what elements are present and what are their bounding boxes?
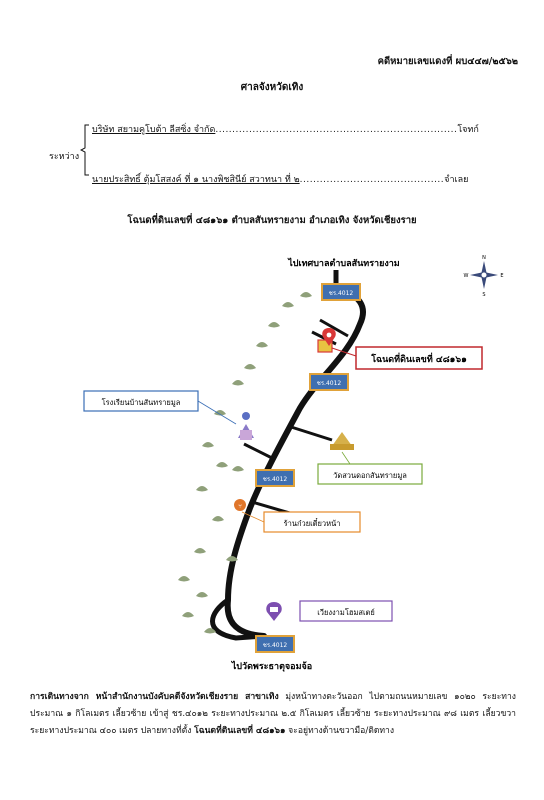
road-sign-1 bbox=[322, 284, 360, 300]
svg-text:โรงเรียนบ้านสันทรายมูล: โรงเรียนบ้านสันทรายมูล bbox=[101, 398, 181, 407]
road-sign-2 bbox=[310, 374, 348, 390]
route-deed: โฉนดที่ดินเลขที่ ๔๘๑๖๑ bbox=[194, 726, 286, 736]
svg-text:E: E bbox=[500, 273, 504, 279]
main-road bbox=[228, 288, 363, 636]
trees-decoration bbox=[178, 292, 312, 634]
plaintiff-line: บริษัท สยามคูโบต้า ลีสซิ่ง จำกัด........................................................................โจทก์ bbox=[92, 125, 479, 135]
svg-text:โฉนดที่ดินเลขที่ ๔๘๑๖๑: โฉนดที่ดินเลขที่ ๔๘๑๖๑ bbox=[371, 355, 467, 365]
svg-text:ชร.4012: ชร.4012 bbox=[262, 642, 288, 649]
svg-text:ชร.4012: ชร.4012 bbox=[328, 290, 354, 297]
svg-text:ชร.4012: ชร.4012 bbox=[262, 476, 288, 483]
road-sign-3 bbox=[256, 470, 294, 486]
route-text-2: จะอยู่ทางด้านขวามือ/ติดทาง bbox=[285, 726, 395, 736]
compass-icon bbox=[464, 255, 504, 298]
defendant-role: จำเลย bbox=[444, 175, 469, 185]
map-title: โฉนดที่ดินเลขที่ ๔๘๑๖๑ ตำบลสันทรายงาม อำเภอเทิง จังหวัดเชียงราย bbox=[127, 215, 417, 226]
svg-text:N: N bbox=[482, 255, 486, 261]
temple-callout bbox=[318, 464, 422, 484]
homestay-callout bbox=[300, 601, 392, 621]
school-callout bbox=[84, 391, 198, 411]
school-leader-line bbox=[198, 401, 236, 424]
temple-icon bbox=[330, 432, 354, 450]
plaintiff-role: โจทก์ bbox=[457, 125, 479, 135]
route-description bbox=[30, 689, 516, 740]
party-brace bbox=[80, 124, 90, 176]
svg-text:เวียงงามโฮมสเตย์: เวียงงามโฮมสเตย์ bbox=[317, 608, 375, 617]
plaintiff-name: บริษัท สยามคูโบต้า ลีสซิ่ง จำกัด bbox=[92, 125, 216, 135]
school-icon bbox=[238, 412, 254, 440]
between-label: ระหว่าง bbox=[49, 152, 80, 162]
route-text-1: มุ่งหน้าทางตะวันออก ไปตามถนนหมายเลข ๑๐๒๐ ระยะทางประมาณ ๑ กิโลเมตร เลี้ยวซ้าย เข้าสู่ ชร.๔๐๑๒ ระยะทางประมาณ ๒.๕ กิโลเมตร เลี้ยวซ้าย ระยะทางประมาณ ๙๘ เมตร เลี้ยวขวา ระยะทางประมาณ ๔๐๐ เมตร ปลายทางที่ตั้ง bbox=[30, 692, 516, 736]
homestay-pin-icon bbox=[266, 602, 281, 621]
route-lead: การเดินทางจาก หน้าสำนักงานบังคับคดีจังหวัดเชียงราย สาขาเทิง bbox=[30, 692, 279, 702]
svg-text:S: S bbox=[482, 292, 486, 298]
temple-leader-line bbox=[342, 452, 350, 464]
road-sign-4 bbox=[256, 636, 294, 652]
top-destination-label: ไปเทศบาลตำบลสันทรายงาม bbox=[288, 259, 400, 269]
side-road-4 bbox=[244, 444, 272, 458]
svg-text:W: W bbox=[463, 273, 469, 279]
court-name: ศาลจังหวัดเทิง bbox=[240, 82, 304, 93]
bottom-destination-label: ไปวัดพระธาตุจอมจ้อ bbox=[231, 662, 313, 672]
defendant-line: นายประสิทธิ์ ตุ้มโสสงค์ ที่ ๑ นางพิชสินีย์ สวาทนา ที่ ๒...........................................จำเลย bbox=[92, 175, 469, 185]
side-road-3 bbox=[288, 426, 332, 440]
svg-text:ชร.4012: ชร.4012 bbox=[316, 380, 342, 387]
restaurant-icon bbox=[234, 499, 246, 511]
location-map bbox=[0, 240, 544, 680]
svg-text:วัดสวนดอกสันทรายมูล: วัดสวนดอกสันทรายมูล bbox=[333, 471, 407, 480]
svg-text:⑂: ⑂ bbox=[238, 503, 242, 510]
case-number: คดีหมายเลขแดงที่ ผบ๔๔๗/๒๕๖๒ bbox=[377, 56, 518, 67]
svg-text:ร้านก๋วยเตี๋ยวหน้า: ร้านก๋วยเตี๋ยวหน้า bbox=[283, 519, 341, 528]
defendant-name: นายประสิทธิ์ ตุ้มโสสงค์ ที่ ๑ นางพิชสินีย์ สวาทนา ที่ ๒ bbox=[92, 175, 300, 185]
deed-callout bbox=[356, 347, 482, 369]
restaurant-callout bbox=[264, 512, 360, 532]
